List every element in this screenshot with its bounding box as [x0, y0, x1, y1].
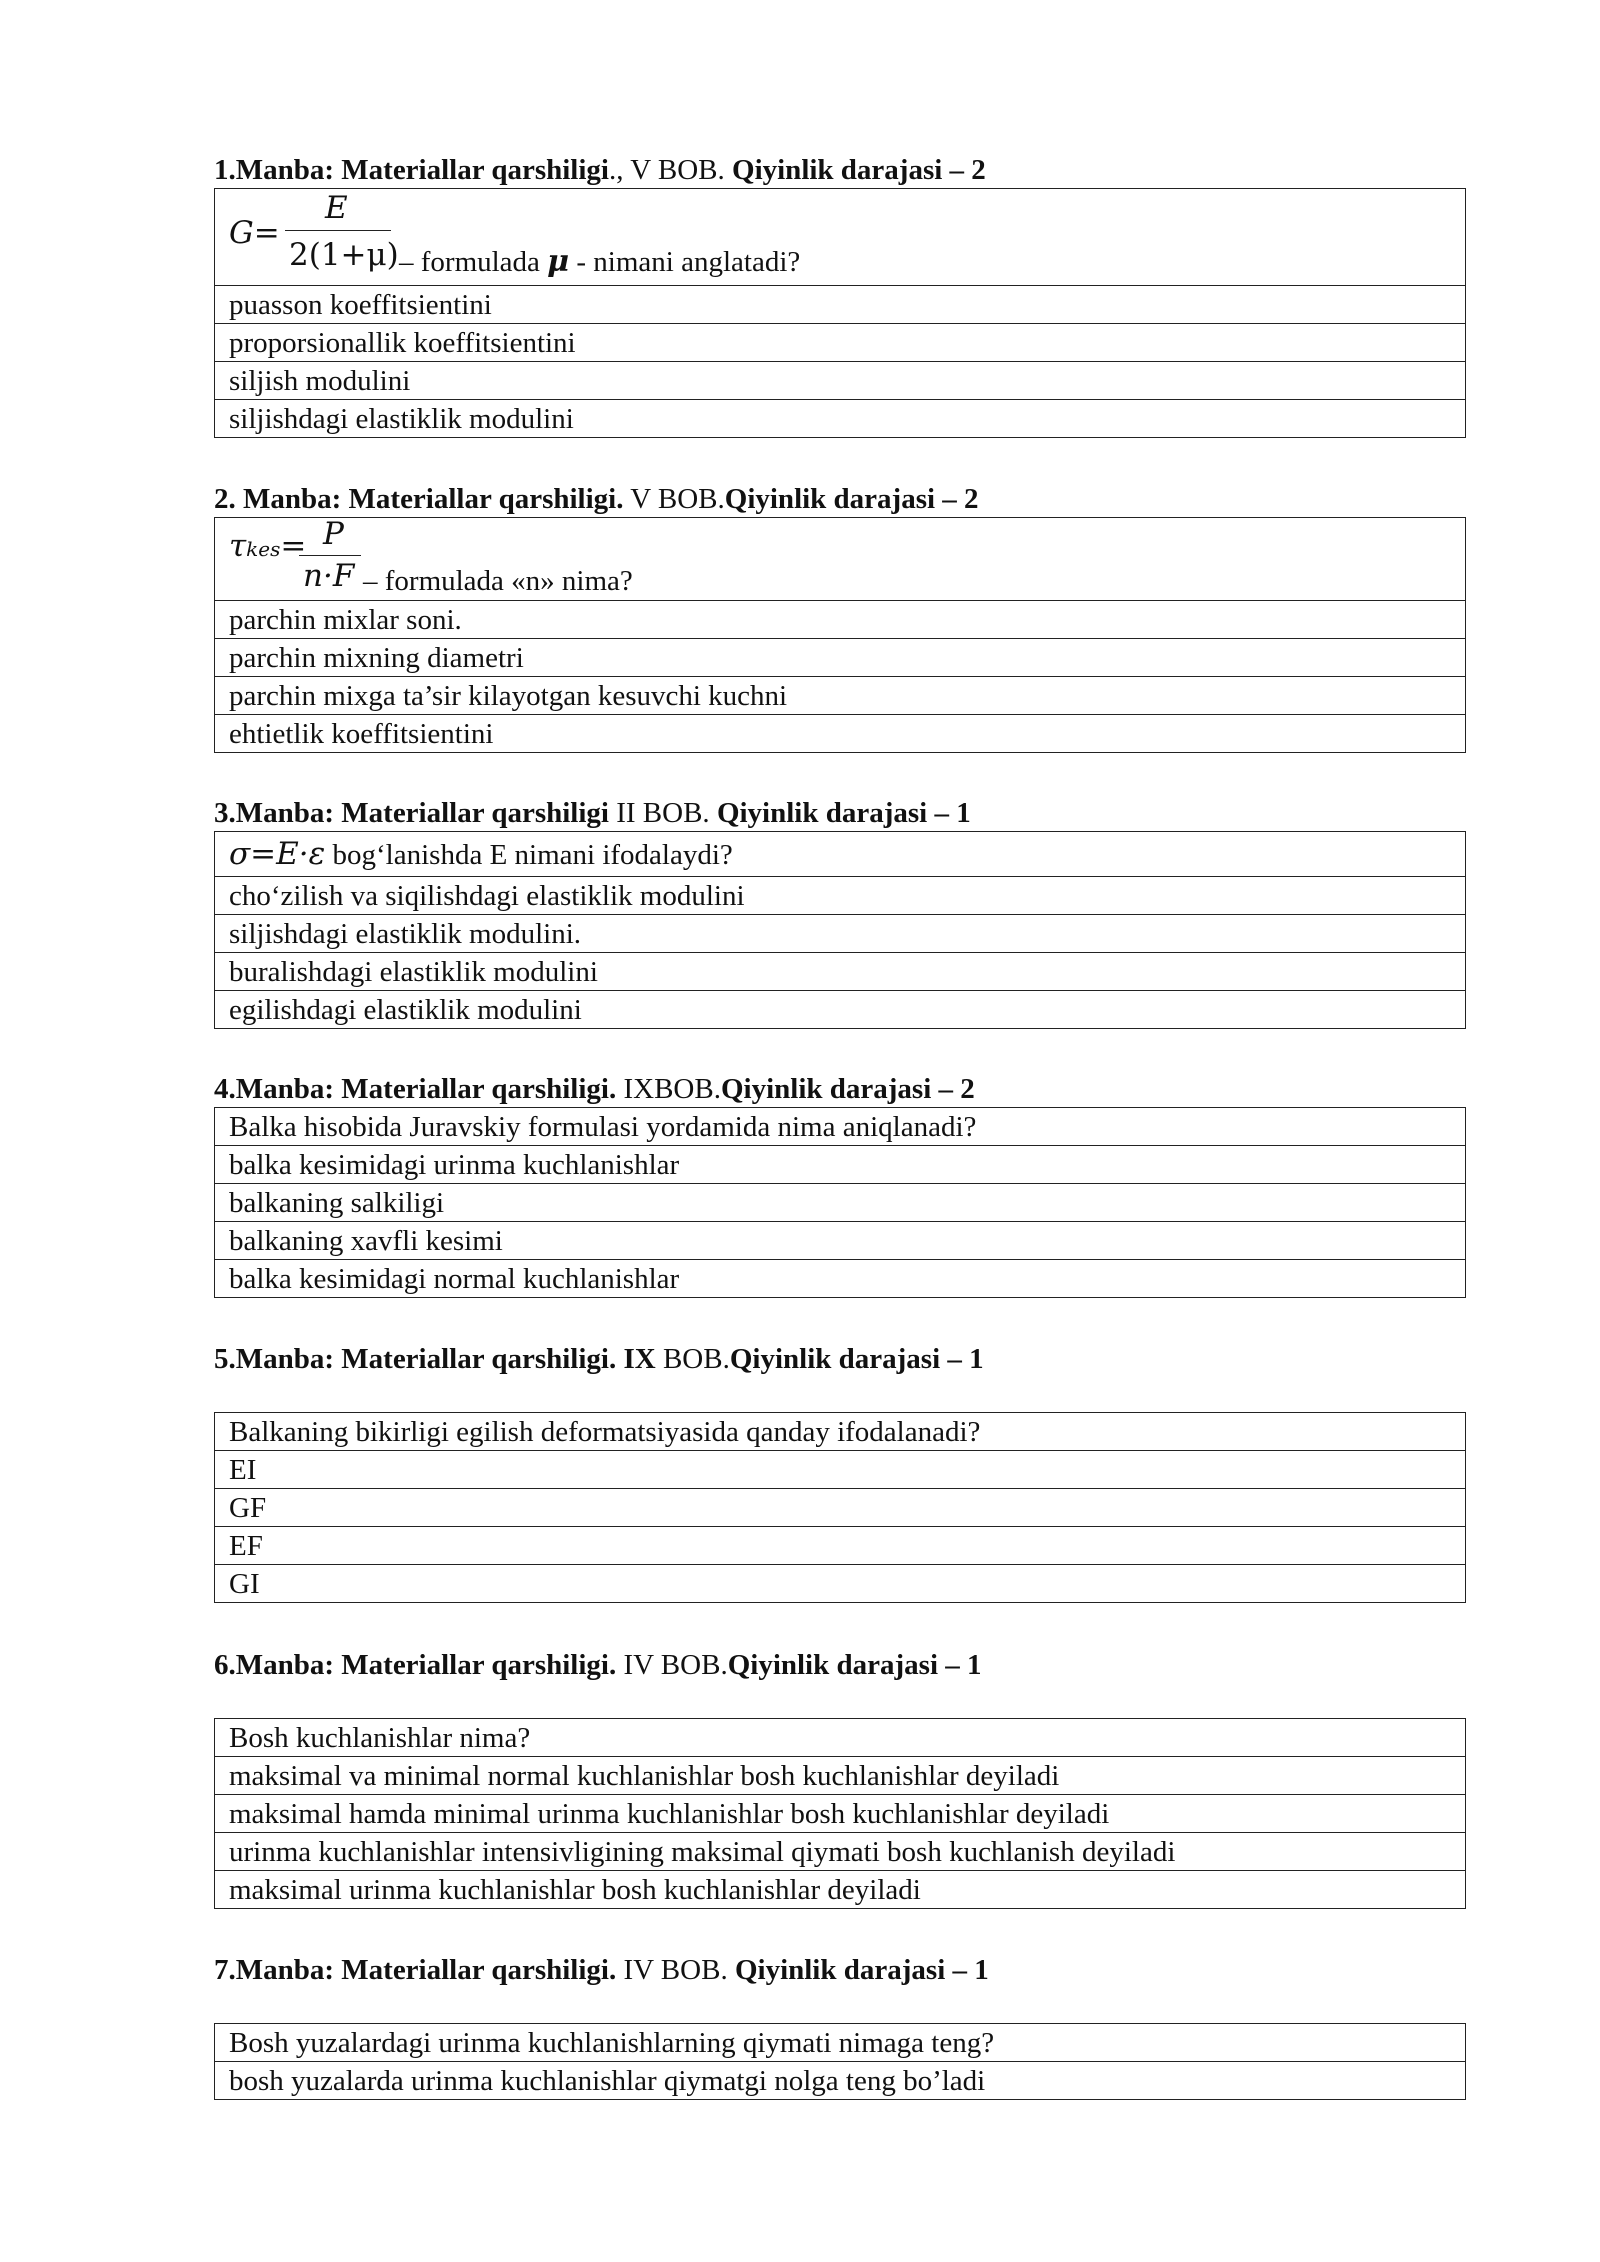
question-table [214, 188, 1466, 438]
question-4 [214, 1071, 1466, 1298]
answer-option: buralishdagi elastiklik modulini [215, 953, 1466, 991]
question-prompt: bog‘lanishda E nimani ifodalaydi? [325, 838, 733, 871]
question-table [214, 2023, 1466, 2100]
question-header: 3.Manba: Materiallar qarshiligi II BOB. Qiyinlik darajasi – 1 [214, 797, 971, 829]
answer-option: balka kesimidagi normal kuchlanishlar [215, 1260, 1466, 1298]
answer-option: parchin mixlar soni. [215, 601, 1466, 639]
formula-lhs: τkes= [229, 528, 307, 564]
formula-numerator: E [325, 190, 348, 226]
question-5 [214, 1341, 1466, 1603]
question-header: 4.Manba: Materiallar qarshiligi. IXBOB.Qiyinlik darajasi – 2 [214, 1073, 975, 1105]
answer-option: maksimal va minimal normal kuchlanishlar bosh kuchlanishlar deyiladi [215, 1757, 1466, 1795]
answer-option: GF [215, 1489, 1466, 1527]
formula-inline: σ=E·ε [229, 835, 326, 872]
question-text: Balkaning bikirligi egilish deformatsiyasida qanday ifodalanadi? [215, 1413, 1466, 1451]
answer-option: proporsionallik koeffitsientini [215, 324, 1466, 362]
formula-numerator: P [323, 517, 344, 552]
answer-option: EF [215, 1527, 1466, 1565]
question-prompt: – formulada «n» nima? [363, 565, 633, 597]
answer-option: siljishdagi elastiklik modulini. [215, 915, 1466, 953]
question-prompt: – formulada μ - nimani anglatadi? [399, 244, 801, 279]
answer-option: balka kesimidagi urinma kuchlanishlar [215, 1146, 1466, 1184]
answer-option: urinma kuchlanishlar intensivligining maksimal qiymati bosh kuchlanish deyiladi [215, 1833, 1466, 1871]
formula-lhs: G= [229, 215, 280, 251]
question-1 [214, 152, 1466, 438]
formula-denominator: n·F [303, 558, 355, 594]
question-text: Bosh yuzalardagi urinma kuchlanishlarning qiymati nimaga teng? [215, 2024, 1466, 2062]
question-2 [214, 481, 1466, 753]
question-table [214, 1718, 1466, 1909]
question-header: 7.Manba: Materiallar qarshiligi. IV BOB. Qiyinlik darajasi – 1 [214, 1954, 989, 1986]
answer-option: ehtietlik koeffitsientini [215, 715, 1466, 753]
formula-denominator: 2(1+μ) [289, 237, 399, 273]
question-text: Balka hisobida Juravskiy formulasi yordamida nima aniqlanadi? [215, 1108, 1466, 1146]
question-header: 2. Manba: Materiallar qarshiligi. V BOB.Qiyinlik darajasi – 2 [214, 483, 979, 515]
answer-option: parchin mixga ta’sir kilayotgan kesuvchi kuchni [215, 677, 1466, 715]
answer-option: bosh yuzalarda urinma kuchlanishlar qiymatgi nolga teng bo’ladi [215, 2062, 1466, 2100]
question-text: Bosh kuchlanishlar nima? [215, 1719, 1466, 1757]
question-text [215, 189, 1466, 286]
answer-option: balkaning xavfli kesimi [215, 1222, 1466, 1260]
answer-option: balkaning salkiligi [215, 1184, 1466, 1222]
question-header: 1.Manba: Materiallar qarshiligi., V BOB. Qiyinlik darajasi – 2 [214, 154, 986, 186]
question-table [214, 1107, 1466, 1298]
answer-option: egilishdagi elastiklik modulini [215, 991, 1466, 1029]
answer-option: siljishdagi elastiklik modulini [215, 400, 1466, 438]
answer-option: GI [215, 1565, 1466, 1603]
fraction-bar [299, 555, 361, 556]
question-6 [214, 1647, 1466, 1909]
answer-option: cho‘zilish va siqilishdagi elastiklik modulini [215, 877, 1466, 915]
question-table [214, 517, 1466, 753]
question-table [214, 831, 1466, 1029]
question-text [215, 518, 1466, 601]
question-table [214, 1412, 1466, 1603]
question-3 [214, 795, 1466, 1029]
question-text [215, 832, 1466, 877]
answer-option: EI [215, 1451, 1466, 1489]
answer-option: maksimal hamda minimal urinma kuchlanishlar bosh kuchlanishlar deyiladi [215, 1795, 1466, 1833]
question-header: 6.Manba: Materiallar qarshiligi. IV BOB.Qiyinlik darajasi – 1 [214, 1649, 982, 1681]
answer-option: puasson koeffitsientini [215, 286, 1466, 324]
answer-option: maksimal urinma kuchlanishlar bosh kuchlanishlar deyiladi [215, 1871, 1466, 1909]
question-7 [214, 1952, 1466, 2100]
fraction-bar [285, 230, 391, 231]
answer-option: parchin mixning diametri [215, 639, 1466, 677]
answer-option: siljish modulini [215, 362, 1466, 400]
question-header: 5.Manba: Materiallar qarshiligi. IX BOB.Qiyinlik darajasi – 1 [214, 1343, 984, 1375]
